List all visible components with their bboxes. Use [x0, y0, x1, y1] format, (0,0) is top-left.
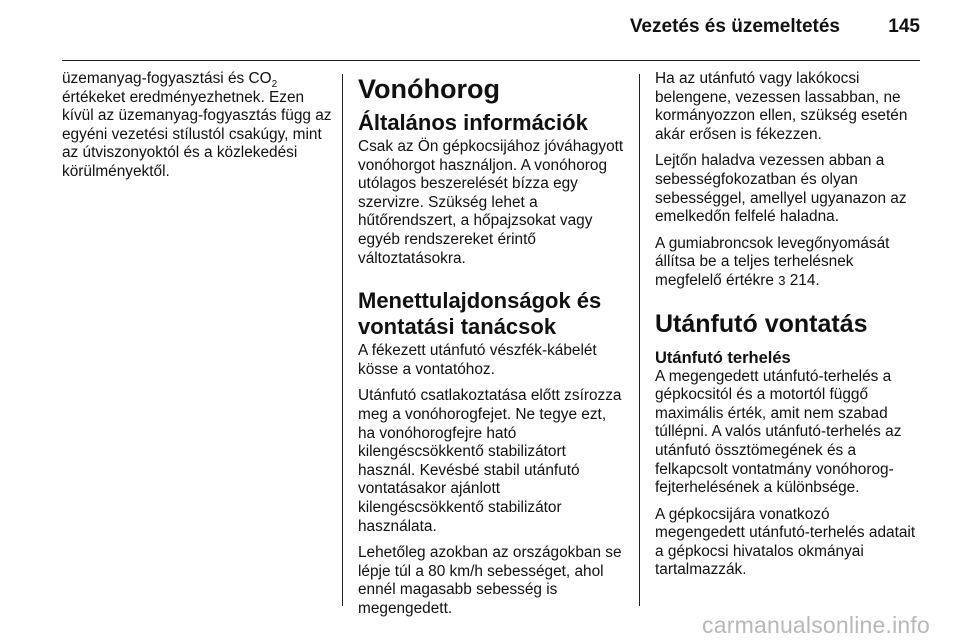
driving-paragraph-2: Utánfutó csatlakoztatása előtt zsírozza meg a vonóhorogfejet. Ne tegye ezt, ha vonóhorogfejre ható kilengéscsökkentő stabilizátort használ. Kevésbé stabil utánfutó vontatásakor ajánlott kilengéscsökkentő stabilizátor használata. — [358, 387, 622, 535]
middle-column — [358, 70, 626, 626]
trailer-load-paragraph-2: A gépkocsijára vonatkozó megengedett utánfutó-terhelés adatait a gépkocsi hivatalos okmányai tartalmazzák. — [655, 505, 916, 579]
driving-paragraph-1: A fékezett utánfutó vészfék-kábelét kösse a vontatóhoz. — [358, 342, 597, 378]
section-heading-trailer-towing: Utánfutó vontatás — [655, 309, 868, 338]
right-paragraph-3: A gumiabroncsok levegőnyomását állítsa be a teljes terhelésnek megfelelő értékre 3 214. — [655, 234, 890, 289]
subsection-heading-driving: Menettulajdonságok és vontatási tanácsok — [358, 288, 602, 340]
trailer-load-paragraph-1: A megengedett utánfutó-terhelés a gépkocsitól és a motortól függő maximális érték, amit nem szabad túllépni. A valós utánfutó-terhelés az utánfutó össztömegének és a felkapcsolt vontatmány vonóhorog-fejterhelésének a különbsége. — [655, 367, 902, 497]
subsection-heading-general: Általános információk — [358, 110, 588, 135]
co2-subscript: 2 — [271, 79, 278, 91]
general-info-paragraph: Csak az Ön gépkocsijához jóváhagyott vonóhorgot használjon. A vonóhorog utólagos beszerelését bízza egy szervizre. Szükség lehet a hűtőrendszert, a hőpajzsokat vagy egyéb rendszereket érintő változtatásokra. — [358, 138, 624, 267]
column-divider-left — [342, 74, 343, 606]
page-reference-link[interactable]: 214. — [789, 271, 820, 289]
header-divider — [62, 60, 920, 61]
subsection-heading-trailer-load: Utánfutó terhelés — [655, 348, 791, 367]
right-column — [655, 70, 923, 588]
running-header-title: Vezetés és üzemeltetés — [629, 16, 840, 37]
left-paragraph: üzemanyag-fogyasztási és $CO_2$ értékeket eredményezhetnek. Ezen kívül az üzemanyag-fogyasztás függ az egyéni vezetési stílustól csakúgy, mint az útviszonyoktól és a közlekedési körülményektől. — [62, 70, 332, 180]
left-column — [62, 70, 334, 190]
right-paragraph-2: Lejtőn haladva vezessen abban a sebességfokozatban és olyan sebességgel, amellyel ugyanazon az emelkedőn felfelé haladna. — [655, 152, 907, 226]
section-heading-vonohorog: Vonóhorog — [358, 74, 500, 104]
page-reference-icon: 3 — [778, 272, 786, 288]
watermark: carmanualsonline.info — [702, 612, 930, 638]
right-paragraph-1: Ha az utánfutó vagy lakókocsi belengene, vezessen lassabban, ne kormányozzon ellen, szükség esetén akár erősen is fékezzen. — [655, 70, 908, 143]
page-number: 145 — [888, 16, 920, 37]
column-divider-right — [639, 74, 640, 606]
driving-paragraph-3: Lehetőleg azokban az országokban se lépje túl a 80 km/h sebességet, ahol ennél magasabb sebesség is megengedett. — [358, 544, 622, 617]
